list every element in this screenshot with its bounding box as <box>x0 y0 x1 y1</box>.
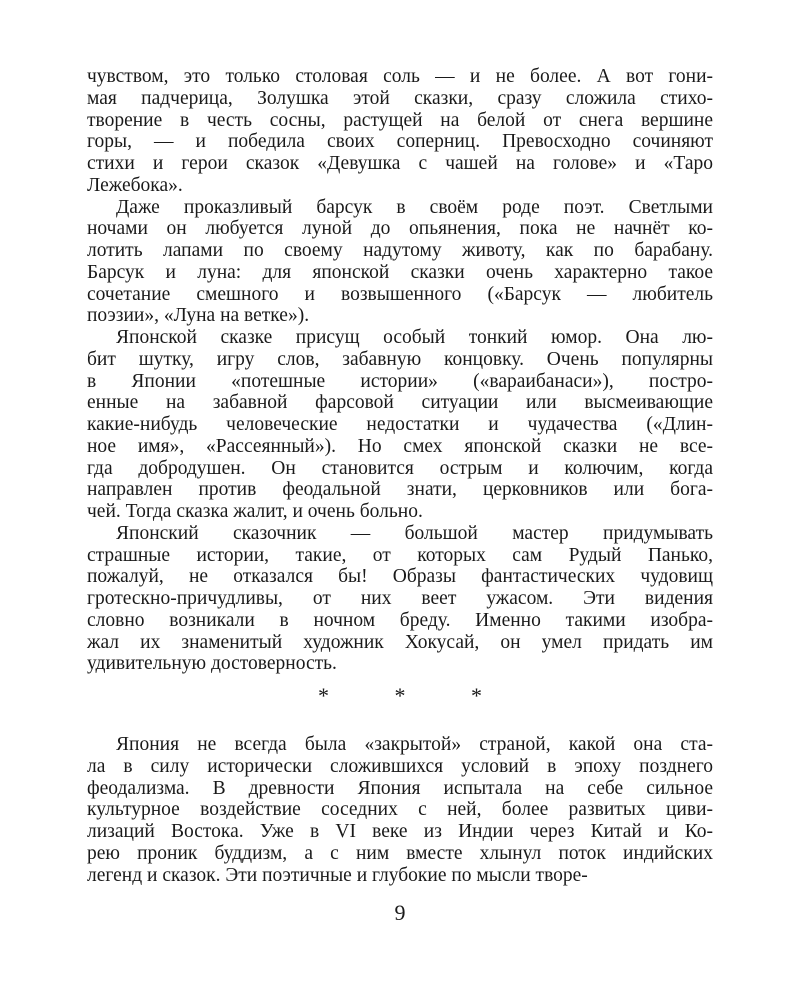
text-line: в Японии «потешные истории» («вараибанаси»), постро- <box>87 370 713 392</box>
paragraph <box>87 734 713 886</box>
text-line: чей. Тогда сказка жалит, и очень больно. <box>87 501 423 522</box>
paragraph <box>87 523 713 675</box>
text-line: енные на забавной фарсовой ситуации или высмеивающие <box>87 392 713 414</box>
page-number: 9 <box>394 900 406 925</box>
text-line: творение в честь сосны, растущей на белой от снега вершине <box>87 109 713 131</box>
text-block-before-separator <box>87 66 713 675</box>
text-line: культурное воздействие соседних с ней, более развитых циви- <box>87 799 713 821</box>
text-line: стихи и герои сказок «Девушка с чашей на голове» и «Таро <box>87 153 713 174</box>
text-line: горы, — и победила своих соперниц. Превосходно сочиняют <box>87 131 713 153</box>
text-line: удивительную достоверность. <box>87 653 337 675</box>
text-line: феодализма. В древности Япония испытала на себе сильное <box>87 777 713 799</box>
page-body-continued <box>87 734 713 886</box>
text-block-after-separator <box>87 734 713 886</box>
text-line: поэзии», «Луна на ветке»). <box>87 305 310 327</box>
text-line: сочетание смешного и возвышенного («Барсук — любитель <box>87 283 713 305</box>
text-line: пожалуй, не отказался бы! Образы фантастических чудовищ <box>87 566 713 588</box>
text-line: какие-нибудь человеческие недостатки и чудачества («Длин- <box>87 414 713 435</box>
text-line: Даже проказливый барсук в своём роде поэт. Светлыми <box>116 196 713 218</box>
text-line: Япония не всегда была «закрытой» страной, какой она ста- <box>116 734 713 755</box>
text-line: ное имя», «Рассеянный»). Но смех японской сказки не все- <box>87 435 713 457</box>
text-line: ночами он любуется луной до опьянения, пока не начнёт ко- <box>87 218 713 240</box>
paragraph <box>87 327 713 523</box>
text-line: ла в силу исторически сложившихся условий в эпоху позднего <box>87 755 713 777</box>
text-line: лизаций Востока. Уже в VI веке из Индии через Китай и Ко- <box>87 821 713 842</box>
paragraph <box>87 197 713 328</box>
text-line: рею проник буддизм, а с ним вместе хлынул поток индийских <box>87 842 713 864</box>
text-line: чувством, это только столовая соль — и не более. А вот гони- <box>87 66 713 87</box>
text-line: мая падчерица, Золушка этой сказки, сразу сложила стихо- <box>87 87 713 109</box>
text-line: лотить лапами по своему надутому животу, как по барабану. <box>87 240 713 261</box>
paragraph <box>87 66 713 197</box>
text-line: гротескно-причудливы, от них веет ужасом. Эти видения <box>87 588 713 609</box>
text-line: Японской сказке присущ особый тонкий юмор. Она лю- <box>116 327 713 348</box>
text-line: Барсук и луна: для японской сказки очень характерно такое <box>87 261 713 283</box>
text-line: словно возникали в ночном бреду. Именно такими изобра- <box>87 609 713 631</box>
text-line: легенд и сказок. Эти поэтичные и глубокие по мысли творе- <box>87 864 588 886</box>
text-line: гда добродушен. Он становится острым и колючим, когда <box>87 457 713 479</box>
text-line: Лежебока». <box>87 174 183 196</box>
text-line: направлен против феодальной знати, церковников или бога- <box>87 479 713 501</box>
text-line: бит шутку, игру слов, забавную концовку. Очень популярны <box>87 348 713 370</box>
page-body <box>87 66 713 675</box>
text-line: жал их знаменитый художник Хокусай, он умел придать им <box>87 631 713 653</box>
text-line: страшные истории, такие, от которых сам Рудый Панько, <box>87 544 713 566</box>
text-line: Японский сказочник — большой мастер придумывать <box>116 522 713 544</box>
section-separator: * * * <box>318 683 512 708</box>
